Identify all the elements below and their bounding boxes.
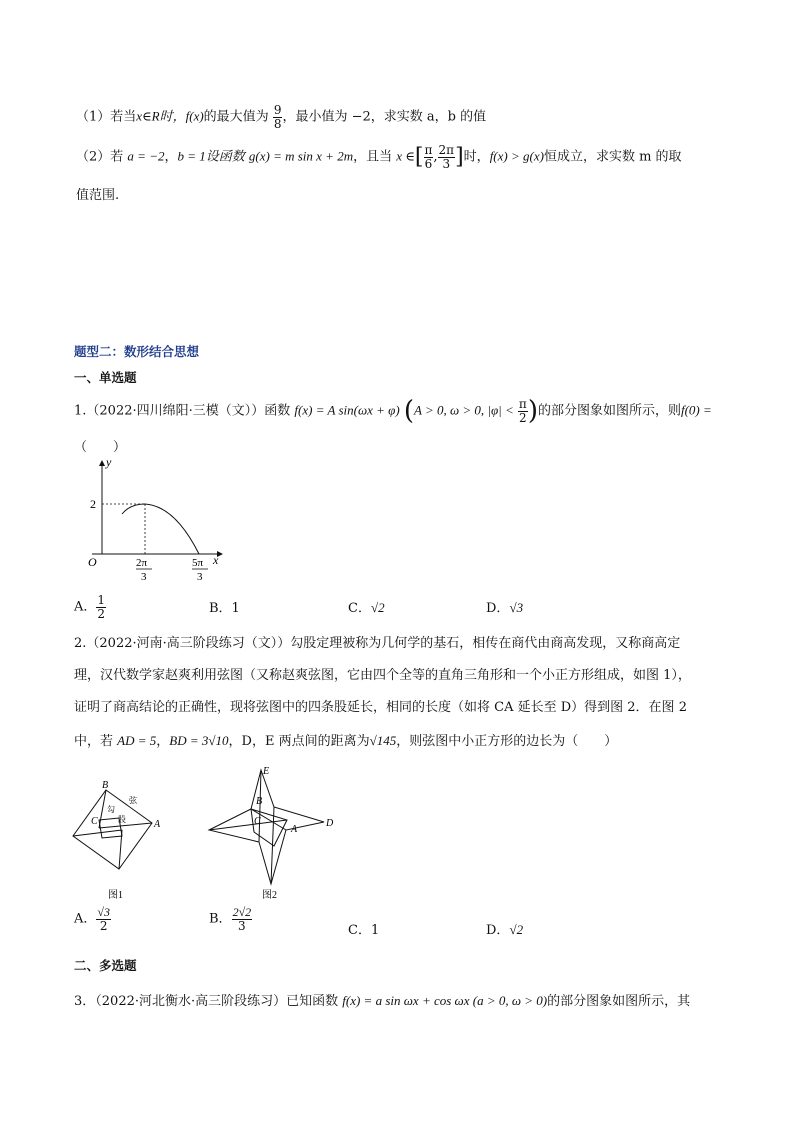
fig1-label-a: A [154,819,161,830]
part2-a-expr: a = −2 [127,148,165,164]
section-type2-heading: 题型二：数形结合思想 [74,344,200,359]
q2-option-a-label: A． [74,911,97,927]
x-tick-1-num: 2π [136,557,148,569]
part1-text1: 的最大值为 [203,109,269,125]
q3-stem [74,990,690,1009]
interval-end-num: 2π [438,143,455,157]
q1-blank: （ ） [74,440,127,455]
interval-end [438,144,456,170]
part2-b-text: b = 1设函数 [177,148,245,164]
max-numerator: 9 [273,103,282,117]
q2-ad: AD = 5 [117,733,157,748]
option-c-label: C． [348,601,371,616]
q2-line1: 2.（2022·河南·高三阶段练习（文））勾股定理被称为几何学的基石，相传在商代由商高发现，又称商高定 [74,636,681,651]
fig2-line-3 [209,820,287,830]
q2-option-d-value: √2 [509,922,524,937]
x-tick-2-num: 5π [192,557,204,569]
q1-function: f(x) = A sin(ωx + φ) [294,402,400,418]
fig2-pinwheel [209,770,324,884]
fig2-label-a: A [291,824,298,835]
fig1-label-b: B [102,780,109,791]
option-a-label: A． [74,599,97,615]
q2-figure-2 [204,762,344,902]
q3-tail: 的部分图象如图所示，其 [547,994,691,1009]
q2-line4-d: ，则弦图中小正方形的边长为（ ） [396,734,618,749]
y-tick-2: 2 [90,497,96,511]
q2-figure-1 [66,778,170,904]
part2-x-in: x ∈ [396,148,415,164]
q1-lead: 1.（2022·四川绵阳·三模（文））函数 [74,403,291,419]
fig1-label-xian: 弦 [129,796,137,805]
x-axis-label: x [213,553,219,567]
fig2-label-b: B [256,796,263,807]
q2-option-a-num: √3 [97,905,110,919]
question-part-1 [76,104,486,130]
fig2-label-c: C [254,816,261,827]
part1-text2: ，最小值为 −2，求实数 a，b 的值 [282,109,487,125]
part2-g-expr: g(x) = m sin x + 2m [248,148,354,164]
section-single-choice: 一、单选题 [74,370,137,385]
sine-curve [122,504,199,554]
phi-bound-num: π [518,396,527,411]
x-tick-2-den: 3 [197,571,203,583]
q2-line4-a: 中，若 [74,734,114,749]
part1-fx: f(x) [185,108,204,124]
fig1-label-c: C [91,816,98,827]
q2-option-c[interactable]: C．1 [348,923,380,938]
q1-phi-bound [518,398,528,424]
q2-option-b-den: 3 [238,918,246,933]
interval-start [424,144,434,170]
part2-text2: 时， [463,149,490,165]
fig2-caption: 图2 [262,890,277,901]
q1-stem: 1.（2022·四川绵阳·三模（文））函数 f(x) = A sin(ωx + φ) (A > 0, ω > 0, |φ| < $\frac{\pi}{2}$ )的部分图象如图所示，则f(0) = [74,396,712,426]
q1-ask: f(0) = [680,402,712,418]
q2-option-d-label: D． [486,923,510,938]
fig2-label-d: D [326,818,334,829]
q3-lead: 3．（2022·河北衡水·高三阶段练习）已知函数 [74,994,339,1009]
q2-option-d[interactable] [486,919,523,938]
option-a-num: 1 [97,593,106,607]
q1-option-b[interactable]: B．1 [209,601,240,616]
fig1-line-4 [73,830,122,836]
q2-option-a-fraction [96,906,111,932]
q1-option-c[interactable] [348,597,385,616]
interval-start-den: 6 [424,156,433,171]
q2-line4-c: ，D，E 两点间的距离为 [228,734,370,749]
part1-prefix: （1）若当 [76,109,137,125]
part2-sep: ， [164,149,178,165]
phi-bound-den: 2 [519,410,527,425]
max-denominator: 8 [273,116,282,131]
part2-line2: 值范围. [76,188,120,203]
option-a-den: 2 [97,606,106,621]
fig1-label-gou: 勾 [107,805,115,814]
q2-option-a-den: 2 [99,918,108,933]
part1-condition: x∈R时， [136,108,186,124]
fig1-outer-square [73,790,152,869]
part2-inequality: f(x) > g(x) [489,148,544,164]
fig1-label-gu: 股 [118,815,126,824]
q2-line2: 理，汉代数学家赵爽利用弦图（又称赵爽弦图，它由四个全等的直角三角形和一个小正方形组成，如图 1）， [74,668,691,683]
option-d-value: √3 [509,600,524,615]
q2-option-b-label: B． [209,911,232,927]
y-axis-label: y [106,456,112,469]
option-d-label: D． [486,601,510,616]
interval-start-num: π [424,143,433,157]
fig1-caption: 图1 [108,890,123,901]
question-part-2: （2）若 a = −2，b = 1设函数 g(x) = m sin x + 2m，且当 x ∈[ $\frac{\pi}{6}$ , $\frac{2\pi}{3}$ ]时，f(x) > g(x)恒成立，求实数 m 的取 [76,143,682,171]
option-a-fraction [96,594,106,620]
q2-line3: 证明了商高结论的正确性，现将弦图中的四条股延长，相同的长度（如将 CA 延长至 D）得到图 2．在图 2 [74,700,687,715]
interval-end-den: 3 [442,156,451,171]
q1-option-a[interactable] [74,594,106,620]
q2-option-a[interactable] [74,906,111,932]
fig2-label-e: E [263,766,270,777]
q2-option-b[interactable] [209,906,252,932]
q2-de: √145 [369,733,397,748]
part2-text3: 恒成立，求实数 m 的取 [543,149,682,165]
q2-bd: BD = 3√10 [169,733,229,748]
q1-tail: 的部分图象如图所示，则 [537,403,681,419]
q3-function: f(x) = a sin ωx + cos ωx (a > 0, ω > 0) [342,993,548,1008]
q2-option-b-num: 2√2 [232,905,252,919]
q1-graph [80,456,230,586]
x-tick-1-den: 3 [141,571,147,583]
q2-line4 [74,730,617,749]
option-c-value: √2 [370,600,385,615]
q2-option-b-fraction [232,906,253,932]
q1-conditions: A > 0, ω > 0, |φ| < [413,402,514,418]
origin-label: O [88,555,97,569]
section-multi-choice: 二、多选题 [74,958,137,973]
part2-prefix: （2）若 [76,149,124,165]
q2-line4-b: ， [156,734,170,749]
q1-option-d[interactable] [486,597,523,616]
part2-text1: ，且当 [353,149,393,165]
